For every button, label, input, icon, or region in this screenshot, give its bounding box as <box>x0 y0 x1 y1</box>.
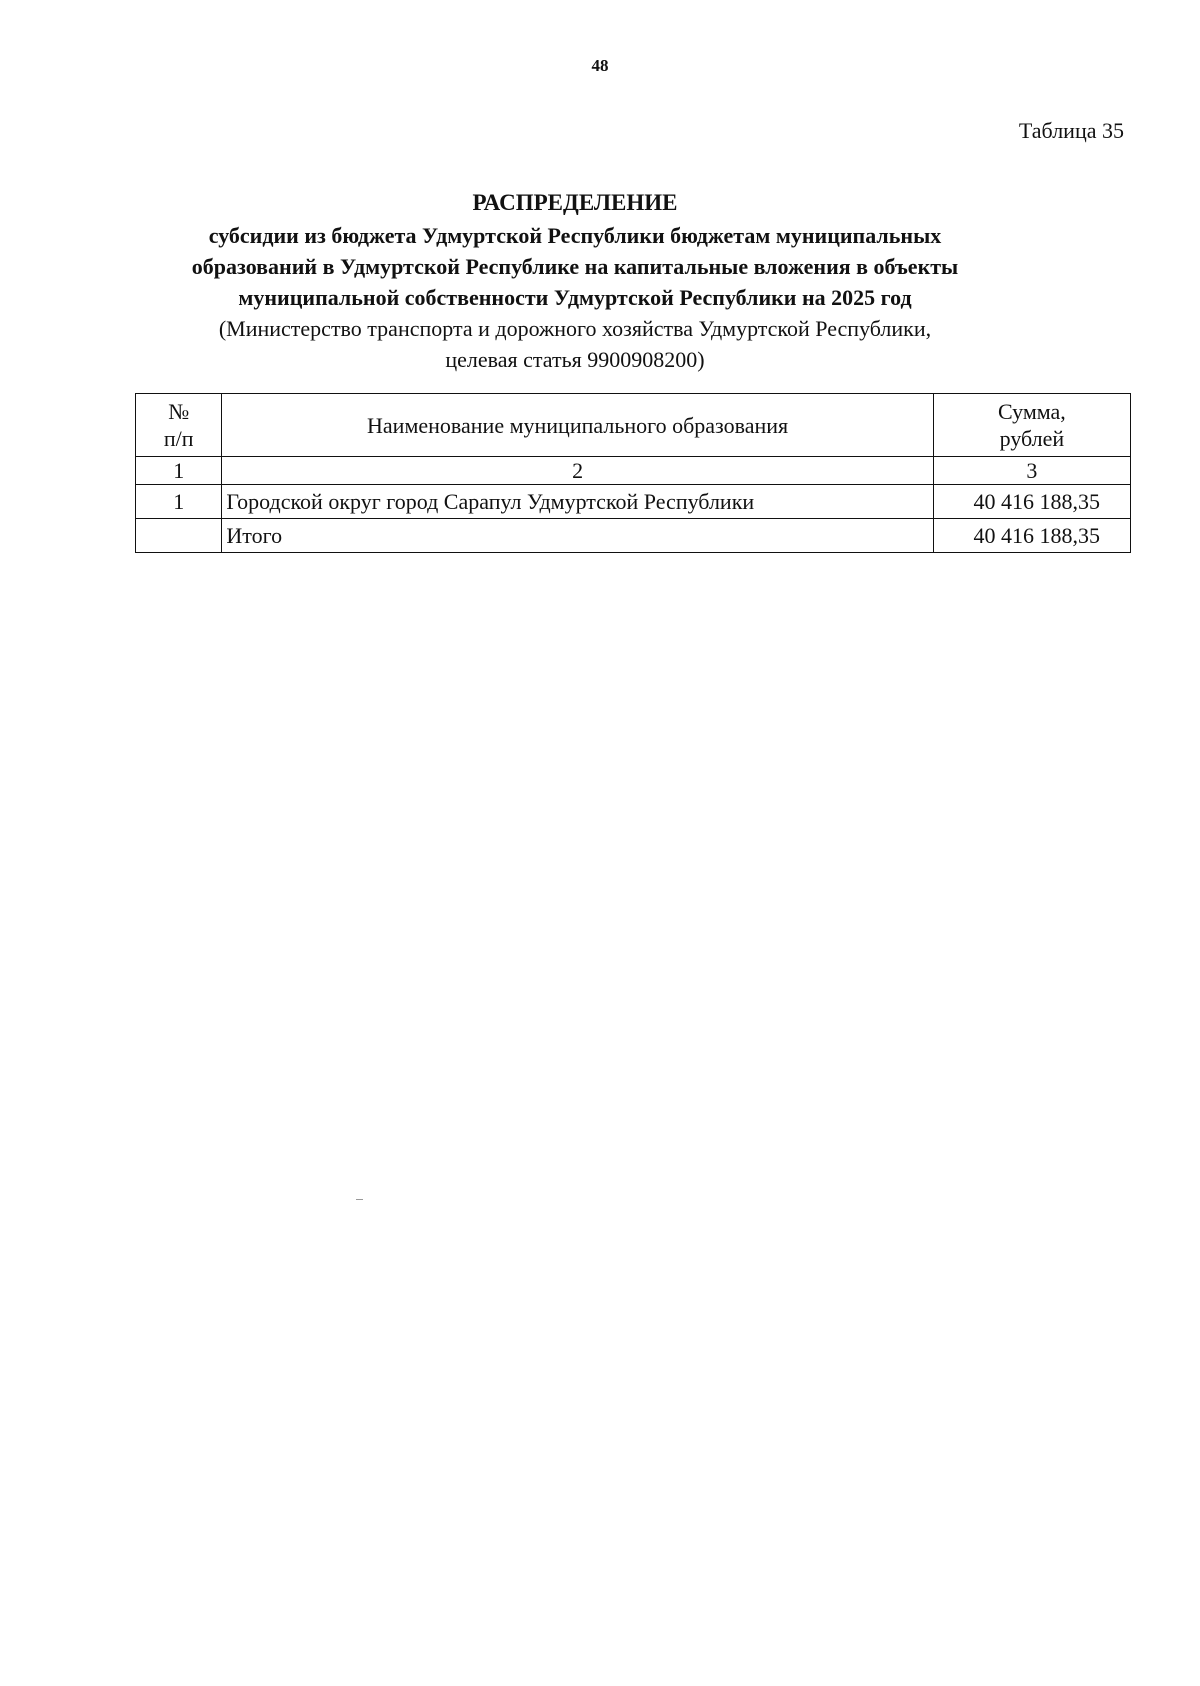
total-label: Итого <box>222 519 933 553</box>
header-name: Наименование муниципального образования <box>222 394 933 457</box>
total-sum: 40 416 188,35 <box>933 519 1130 553</box>
table-total-row <box>136 519 1131 553</box>
column-index-2: 2 <box>222 457 933 485</box>
subtitle-line-2: образований в Удмуртской Республике на капитальные вложения в объекты <box>191 254 959 279</box>
scan-speck <box>356 1199 363 1200</box>
page-number: 48 <box>591 56 609 75</box>
document-note <box>130 313 1020 375</box>
header-sum: Сумма, рублей <box>933 394 1130 457</box>
note-line-2: целевая статья 9900908200) <box>445 347 705 372</box>
subtitle-line-1: субсидии из бюджета Удмуртской Республики бюджетам муниципальных <box>208 223 942 248</box>
document-title: РАСПРЕДЕЛЕНИЕ <box>472 190 678 215</box>
row-number: 1 <box>136 485 222 519</box>
column-index-row <box>136 457 1131 485</box>
table-label: Таблица 35 <box>1018 118 1124 143</box>
title-block <box>130 188 1020 375</box>
column-index-1: 1 <box>136 457 222 485</box>
row-sum: 40 416 188,35 <box>933 485 1130 519</box>
table-row <box>136 485 1131 519</box>
distribution-table <box>135 393 1131 553</box>
total-number-empty <box>136 519 222 553</box>
subtitle-line-3: муниципальной собственности Удмуртской Республики на 2025 год <box>238 285 912 310</box>
header-number: № п/п <box>136 394 222 457</box>
table-header-row <box>136 394 1131 457</box>
document-subtitle <box>130 220 1020 313</box>
row-municipality-name: Городской округ город Сарапул Удмуртской Республики <box>222 485 933 519</box>
note-line-1: (Министерство транспорта и дорожного хозяйства Удмуртской Республики, <box>218 316 932 341</box>
column-index-3: 3 <box>933 457 1130 485</box>
